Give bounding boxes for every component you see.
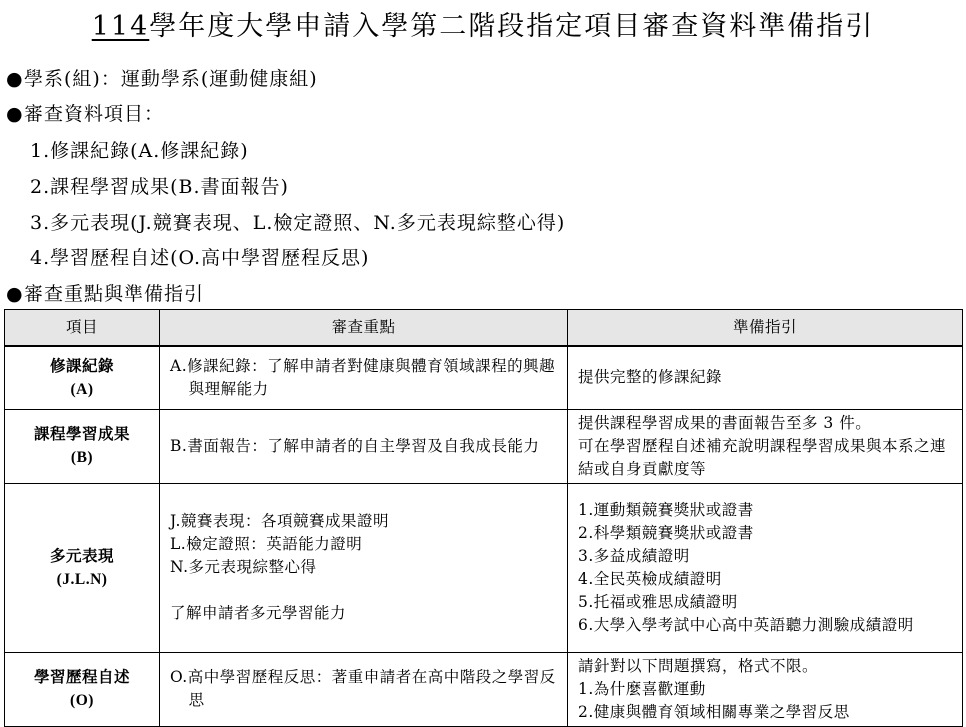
focus-cell: J.競賽表現：各項競賽成果證明 L.檢定證照：英語能力證明 N.多元表現綜整心得 了解申請者多元學習能力 [160,483,568,652]
review-table [4,309,963,727]
header-item: 項目 [5,310,160,347]
focus-cell: O.高中學習歷程反思：著重申請者在高中階段之學習反思 [160,652,568,726]
guide-cell: 提供課程學習成果的書面報告至多 3 件。 可在學習歷程自述補充說明課程學習成果與本系之連結或自身貢獻度等 [568,409,963,483]
title-year: 114 [91,11,150,42]
review-item: 1.修課紀錄(A.修課紀錄) [30,140,249,162]
review-item: 3.多元表現(J.競賽表現、L.檢定證照、N.多元表現綜整心得) [30,212,566,234]
department-text: 學系(組)：運動學系(運動健康組) [24,68,318,90]
header-focus: 審查重點 [160,310,568,347]
review-item: 2.課程學習成果(B.書面報告) [30,176,289,198]
page-title [0,4,966,43]
guide-cell: 1.運動類競賽獎狀或證書 2.科學類競賽獎狀或證書 3.多益成績證明 4.全民英檢成績證明 5.托福或雅思成績證明 6.大學入學考試中心高中英語聽力測驗成績證明 [568,483,963,652]
header-guide: 準備指引 [568,310,963,347]
table-header-row [5,310,963,347]
review-items-heading: ●審查資料項目： [6,103,165,125]
item-cell: 多元表現 (J.L.N) [5,483,160,652]
guide-cell: 請針對以下問題撰寫，格式不限。 1.為什麼喜歡運動 2.健康與體育領域相關專業之學習反思 [568,652,963,726]
department-line [6,64,318,91]
bullet-icon: ● [6,283,24,305]
item-cell: 學習歷程自述 (O) [5,652,160,726]
guide-heading: ●審查重點與準備指引 [6,283,205,305]
table-row [5,652,963,726]
table-row [5,409,963,483]
review-item: 4.學習歷程自述(O.高中學習歷程反思) [30,247,370,269]
focus-cell: B.書面報告：了解申請者的自主學習及自我成長能力 [160,409,568,483]
bullet-icon: ● [6,103,24,125]
table-row [5,346,963,409]
focus-cell: A.修課紀錄：了解申請者對健康與體育領域課程的興趣與理解能力 [160,346,568,409]
table-row [5,483,963,652]
item-cell: 課程學習成果 (B) [5,409,160,483]
bullet-icon: ● [6,68,24,90]
title-text: 學年度大學申請入學第二階段指定項目審查資料準備指引 [149,11,875,42]
item-cell: 修課紀錄 (A) [5,346,160,409]
guide-cell: 提供完整的修課紀錄 [568,346,963,409]
